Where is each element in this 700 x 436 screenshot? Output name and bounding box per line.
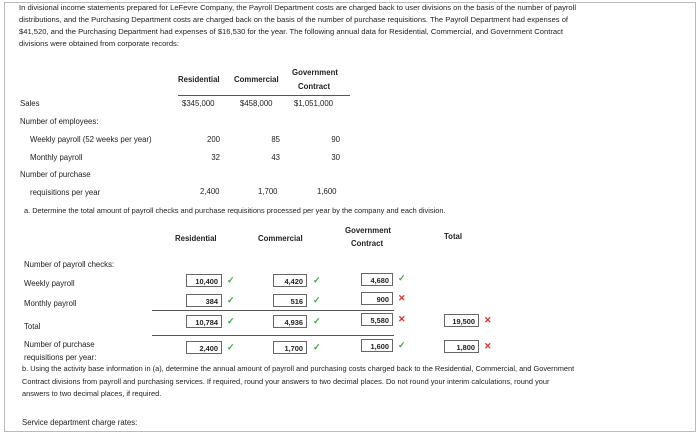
a-header-total: Total bbox=[444, 232, 463, 241]
weekly-label: Weekly payroll (52 weeks per year) bbox=[30, 135, 152, 144]
a-header-commercial: Commercial bbox=[258, 234, 303, 243]
total-rule bbox=[152, 310, 394, 311]
a-purchase-label-2: requisitions per year: bbox=[24, 353, 97, 362]
monthly-commercial: 43 bbox=[271, 153, 280, 162]
check-icon: ✓ bbox=[313, 275, 321, 285]
a-header-government-l1: Government bbox=[345, 226, 391, 235]
monthly-residential: 32 bbox=[211, 153, 220, 162]
monthly-commercial-input[interactable]: 516 bbox=[273, 294, 307, 307]
purchase-government-input[interactable]: 1,600 bbox=[361, 339, 393, 352]
purchase-residential-input[interactable]: 2,400 bbox=[186, 341, 222, 354]
purchase-government: 1,600 bbox=[317, 187, 337, 196]
header-commercial: Commercial bbox=[234, 75, 279, 84]
a-checks-label: Number of payroll checks: bbox=[24, 260, 115, 269]
part-b-line-1: b. Using the activity base information in (a), determine the annual amount of payroll and purchasing costs charged back to the Residential, Commercial, and Government bbox=[22, 364, 575, 373]
part-b-line-3: answers to two decimal places, if required. bbox=[22, 389, 162, 398]
a-header-government-l2: Contract bbox=[351, 239, 384, 248]
purchase-rule bbox=[152, 335, 394, 336]
a-header-residential: Residential bbox=[175, 234, 217, 243]
a-weekly-label: Weekly payroll bbox=[24, 279, 75, 288]
part-b-line-2: Contract divisions from payroll and purchasing services. If required, round your answers to two decimal places. Do not round your interim calculations, round your bbox=[22, 377, 550, 386]
total-residential-input[interactable]: 10,784 bbox=[186, 315, 222, 328]
header-government-l2: Contract bbox=[298, 82, 331, 91]
weekly-government-input[interactable]: 4,680 bbox=[361, 273, 393, 286]
x-icon: ✕ bbox=[484, 341, 492, 351]
check-icon: ✓ bbox=[398, 340, 406, 350]
charge-rates-label: Service department charge rates: bbox=[22, 418, 138, 427]
weekly-government: 90 bbox=[331, 135, 340, 144]
purchase-label-2: requisitions per year bbox=[30, 188, 101, 197]
intro-line-3: $41,520, and the Purchasing Department had expenses of $16,530 for the year. The following annual data for Residential, Commercial, and Government Contract bbox=[19, 27, 563, 36]
part-a-prompt: a. Determine the total amount of payroll checks and purchase requisitions processed per year by the company and each division. bbox=[24, 206, 446, 215]
purchase-residential: 2,400 bbox=[200, 187, 220, 196]
a-purchase-label-1: Number of purchase bbox=[24, 340, 95, 349]
total-total-input[interactable]: 19,500 bbox=[444, 314, 479, 327]
total-government-input[interactable]: 5,580 bbox=[361, 313, 393, 326]
weekly-residential-input[interactable]: 10,400 bbox=[186, 274, 222, 287]
a-total-label: Total bbox=[24, 322, 41, 331]
check-icon: ✓ bbox=[227, 295, 235, 305]
check-icon: ✓ bbox=[313, 295, 321, 305]
intro-line-4: divisions were obtained from corporate records: bbox=[19, 39, 179, 48]
sales-residential: $345,000 bbox=[182, 99, 215, 108]
purchase-commercial-input[interactable]: 1,700 bbox=[273, 341, 307, 354]
intro-line-1: In divisional income statements prepared for LeFevre Company, the Payroll Department costs are charged back to user divisions on the basis of the number of payroll bbox=[19, 3, 577, 12]
monthly-label: Monthly payroll bbox=[30, 153, 83, 162]
a-monthly-label: Monthly payroll bbox=[24, 299, 77, 308]
sales-label: Sales bbox=[20, 99, 40, 108]
weekly-commercial-input[interactable]: 4,420 bbox=[273, 274, 307, 287]
x-icon: ✕ bbox=[484, 315, 492, 325]
header-residential: Residential bbox=[178, 75, 220, 84]
sales-commercial: $458,000 bbox=[240, 99, 273, 108]
purchase-label-1: Number of purchase bbox=[20, 170, 91, 179]
monthly-residential-input[interactable]: 384 bbox=[186, 294, 222, 307]
header-government-l1: Government bbox=[292, 68, 338, 77]
check-icon: ✓ bbox=[227, 316, 235, 326]
header-rule bbox=[178, 95, 350, 96]
employees-label: Number of employees: bbox=[20, 117, 99, 126]
x-icon: ✕ bbox=[398, 314, 406, 324]
total-commercial-input[interactable]: 4,936 bbox=[273, 315, 307, 328]
check-icon: ✓ bbox=[227, 342, 235, 352]
intro-line-2: distributions, and the Purchasing Department costs are charged back on the basis of the number of purchase requisitions. The Payroll Department had expenses of bbox=[19, 15, 569, 24]
monthly-government: 30 bbox=[331, 153, 340, 162]
purchase-total-input[interactable]: 1,800 bbox=[444, 340, 479, 353]
sales-government: $1,051,000 bbox=[294, 99, 334, 108]
x-icon: ✕ bbox=[398, 293, 406, 303]
monthly-government-input[interactable]: 900 bbox=[361, 292, 393, 305]
check-icon: ✓ bbox=[227, 275, 235, 285]
purchase-commercial: 1,700 bbox=[258, 187, 278, 196]
weekly-residential: 200 bbox=[206, 135, 220, 144]
check-icon: ✓ bbox=[313, 342, 321, 352]
weekly-commercial: 85 bbox=[271, 135, 280, 144]
check-icon: ✓ bbox=[313, 316, 321, 326]
check-icon: ✓ bbox=[398, 273, 406, 283]
